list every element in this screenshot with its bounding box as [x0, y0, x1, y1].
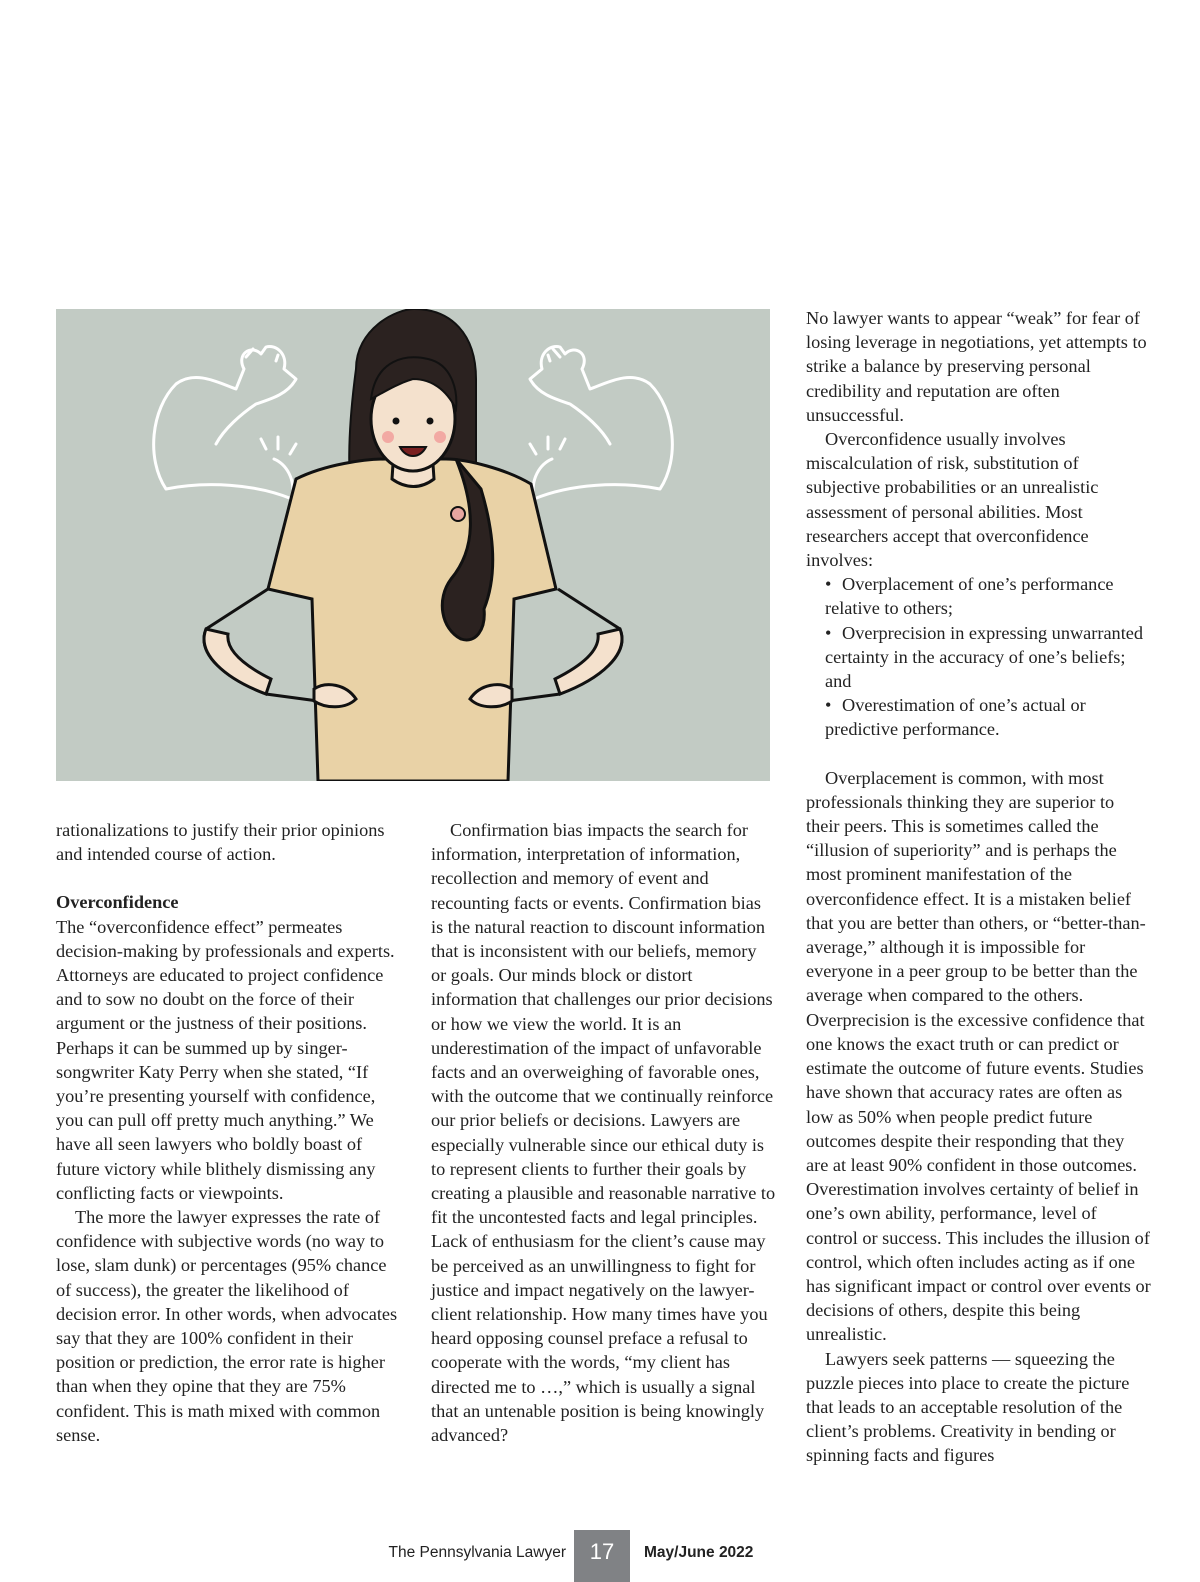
- column-right: [806, 306, 1151, 1468]
- paragraph: Overconfidence usually involves miscalculation of risk, substitution of subjective probabilities or an unrealistic assessment of personal abilities. Most researchers accept that overconfidence involves:: [806, 429, 1099, 571]
- bullet-icon: •: [825, 574, 832, 595]
- bullet-icon: •: [825, 695, 832, 716]
- paragraph: The more the lawyer expresses the rate of confidence with subjective words (no way to lose, slam dunk) or percentages (95% chance of success), the greater the likelihood of decision error. In other words, when advocates say that they are 100% confident in their position or prediction, the error rate is higher than when they opine that they are 75% confident. This is math mixed with common sense.: [56, 1207, 398, 1445]
- page-number: 17: [574, 1530, 630, 1582]
- paragraph: Lawyers seek patterns — squeezing the puzzle pieces into place to create the picture that leads to an acceptable resolution of the client’s problems. Creativity in bending or spinning facts and figures: [806, 1348, 1130, 1466]
- paragraph: No lawyer wants to appear “weak” for fear of losing leverage in negotiations, yet attempts to strike a balance by preserving personal credibility and reputation are often unsuccessful.: [806, 308, 1147, 425]
- bullet-text: Overprecision in expressing unwarranted certainty in the accuracy of one’s beliefs; and: [825, 622, 1144, 692]
- paragraph: The “overconfidence effect” permeates decision-making by professionals and experts. Attorneys are educated to project confidence and to sow no doubt on the force of their argument or the justness of their positions. Perhaps it can be summed up by singer-songwriter Katy Perry when she stated, “If you’re presenting yourself with confidence, you can pull off pretty much anything.” We have all seen lawyers who boldly boast of future victory while blithely dismissing any conflicting facts or viewpoints.: [56, 916, 395, 1203]
- publication-name: The Pennsylvania Lawyer: [388, 1544, 566, 1561]
- bullet-item: [806, 572, 1151, 620]
- bullet-text: Overestimation of one’s actual or predictive performance.: [825, 695, 1086, 740]
- paragraph: Confirmation bias impacts the search for information, interpretation of information, recollection and memory of event and recounting facts or events. Confirmation bias is the natural reaction to discount information that is inconsistent with our beliefs, memory or goals. Our minds block or distort information that challenges our prior decisions or how we view the world. It is an underestimation of the impact of unfavorable facts and an overweighing of favorable ones, with the outcome that we continually reinforce our prior beliefs or decisions. Lawyers are especially vulnerable since our ethical duty is to represent clients to further their goals by creating a plausible and reasonable narrative to fit the uncontested facts and legal principles. Lack of enthusiasm for the client’s cause may be perceived as an unwillingness to fight for justice and impact negatively on the lawyer-client relationship. How many times have you heard opposing counsel preface a refusal to cooperate with the words, “my client has directed me to …,” which is usually a signal that an untenable position is being knowingly advanced?: [431, 820, 776, 1446]
- paragraph: rationalizations to justify their prior opinions and intended course of action.: [56, 820, 385, 865]
- paragraph: Overplacement is common, with most professionals thinking they are superior to their peers. This is sometimes called the “illusion of superiority” and is perhaps the most prominent manifestation of the overconfidence effect. It is a mistaken belief that you are better than others, or “better-than-average,” although it is impossible for everyone in a peer group to be better than the average when compared to the others. Overprecision is the excessive confidence that one knows the exact truth or can predict or estimate the outcome of future events. Studies have shown that accuracy rates are often as low as 50% when people predict future outcomes despite their responding that they are at least 90% confident in those outcomes. Overestimation involves certainty of belief in one’s own ability, performance, level of control or success. This includes the illusion of control, which often includes acting as if one has significant impact or control over events or decisions of others, despite this being unrealistic.: [806, 767, 1151, 1345]
- column-left: [56, 818, 401, 1447]
- section-heading: Overconfidence: [56, 892, 179, 913]
- page-footer: [0, 1530, 1200, 1582]
- bullet-icon: •: [825, 622, 832, 643]
- bullet-text: Overplacement of one’s performance relative to others;: [825, 574, 1114, 619]
- column-middle: [431, 818, 776, 1447]
- bullet-item: [806, 693, 1151, 741]
- illustration: [56, 309, 770, 781]
- bullet-item: [806, 621, 1151, 694]
- confident-woman-flexing-illustration: [56, 309, 770, 781]
- issue-date: May/June 2022: [644, 1544, 754, 1561]
